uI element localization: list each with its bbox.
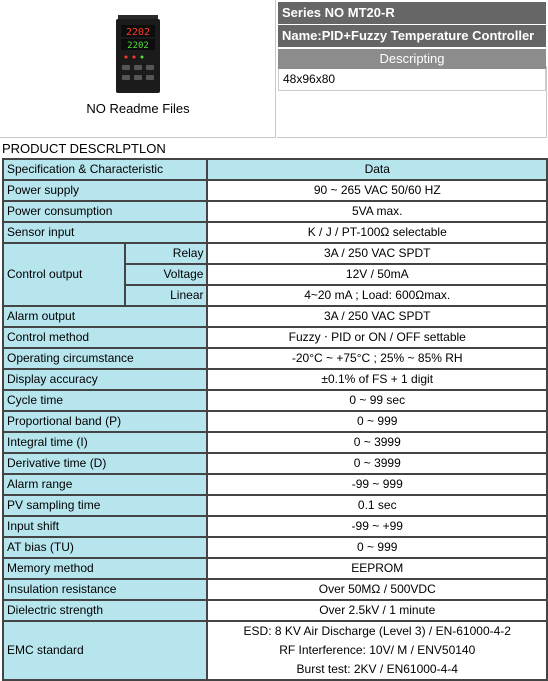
spec-value: 4~20 mA ; Load: 600Ωmax.	[207, 285, 547, 306]
sv-display: 2202	[127, 41, 149, 51]
spec-value: 0 ~ 3999	[207, 453, 547, 474]
spec-row	[3, 600, 547, 621]
spec-row	[3, 432, 547, 453]
spec-row	[3, 306, 547, 327]
spec-header-value: Data	[207, 159, 547, 180]
spec-label: Memory method	[3, 558, 207, 579]
spec-row	[3, 243, 547, 264]
spec-row	[3, 180, 547, 201]
spec-sublabel: Relay	[125, 243, 208, 264]
spec-row	[3, 495, 547, 516]
spec-row	[3, 558, 547, 579]
spec-label: PV sampling time	[3, 495, 207, 516]
product-card	[0, 0, 548, 139]
spec-value: K / J / PT-100Ω selectable	[207, 222, 547, 243]
spec-row	[3, 537, 547, 558]
spec-value-line: RF Interference: 10V/ M / ENV50140	[279, 643, 476, 657]
spec-value: Fuzzy ‧ PID or ON / OFF settable	[207, 327, 547, 348]
spec-label: Cycle time	[3, 390, 207, 411]
spec-label: Input shift	[3, 516, 207, 537]
spec-row	[3, 579, 547, 600]
spec-row	[3, 327, 547, 348]
spec-row	[3, 621, 547, 680]
spec-value: 0 ~ 99 sec	[207, 390, 547, 411]
spec-value: 3A / 250 VAC SPDT	[207, 306, 547, 327]
spec-label: Dielectric strength	[3, 600, 207, 621]
spec-value: 5VA max.	[207, 201, 547, 222]
spec-label: Control output	[3, 243, 125, 306]
spec-label: EMC standard	[3, 621, 207, 680]
spec-value: EEPROM	[207, 558, 547, 579]
spec-value: ±0.1% of FS + 1 digit	[207, 369, 547, 390]
spec-value: 3A / 250 VAC SPDT	[207, 243, 547, 264]
spec-label: Sensor input	[3, 222, 207, 243]
spec-value: 0 ~ 999	[207, 537, 547, 558]
spec-table	[2, 158, 548, 681]
spec-sublabel: Linear	[125, 285, 208, 306]
descripting-header: Descripting	[278, 49, 546, 69]
spec-label: Power consumption	[3, 201, 207, 222]
spec-label: Control method	[3, 327, 207, 348]
spec-value: 0 ~ 3999	[207, 432, 547, 453]
dimensions-value: 48x96x80	[278, 69, 546, 91]
section-title: PRODUCT DESCRLPTLON	[2, 141, 166, 156]
spec-row	[3, 222, 547, 243]
spec-value: -99 ~ 999	[207, 474, 547, 495]
spec-value: -99 ~ +99	[207, 516, 547, 537]
spec-value: -20°C ~ +75°C ; 25% ~ 85% RH	[207, 348, 547, 369]
spec-label: Power supply	[3, 180, 207, 201]
spec-label: Integral time (I)	[3, 432, 207, 453]
readme-text: NO Readme Files	[86, 101, 190, 116]
product-name: Name:PID+Fuzzy Temperature Controller	[278, 25, 546, 47]
product-image-cell	[0, 0, 276, 138]
product-image[interactable]	[114, 15, 162, 93]
spec-row	[3, 201, 547, 222]
spec-value-multiline	[207, 621, 547, 680]
spec-header-row	[3, 159, 547, 180]
spec-sublabel: Voltage	[125, 264, 208, 285]
spec-header-label: Specification & Characteristic	[3, 159, 207, 180]
pv-display: 2202	[125, 27, 151, 38]
spec-row	[3, 390, 547, 411]
spec-value: 0 ~ 999	[207, 411, 547, 432]
spec-row	[3, 516, 547, 537]
spec-row	[3, 348, 547, 369]
spec-label: Alarm range	[3, 474, 207, 495]
spec-label: Operating circumstance	[3, 348, 207, 369]
spec-value-line: ESD: 8 KV Air Discharge (Level 3) / EN-61000-4-2	[243, 624, 511, 638]
spec-row	[3, 453, 547, 474]
spec-value: 0.1 sec	[207, 495, 547, 516]
series-title: Series NO MT20-R	[278, 2, 546, 24]
spec-row	[3, 369, 547, 390]
spec-label: Alarm output	[3, 306, 207, 327]
spec-value: 12V / 50mA	[207, 264, 547, 285]
spec-label: Proportional band (P)	[3, 411, 207, 432]
spec-label: Insulation resistance	[3, 579, 207, 600]
spec-value: Over 2.5kV / 1 minute	[207, 600, 547, 621]
spec-label: Derivative time (D)	[3, 453, 207, 474]
product-info	[278, 2, 546, 91]
spec-value: 90 ~ 265 VAC 50/60 HZ	[207, 180, 547, 201]
spec-label: AT bias (TU)	[3, 537, 207, 558]
spec-row	[3, 474, 547, 495]
spec-value: Over 50MΩ / 500VDC	[207, 579, 547, 600]
spec-value-line: Burst test: 2KV / EN61000-4-4	[296, 662, 458, 676]
spec-label: Display accuracy	[3, 369, 207, 390]
spec-row	[3, 411, 547, 432]
